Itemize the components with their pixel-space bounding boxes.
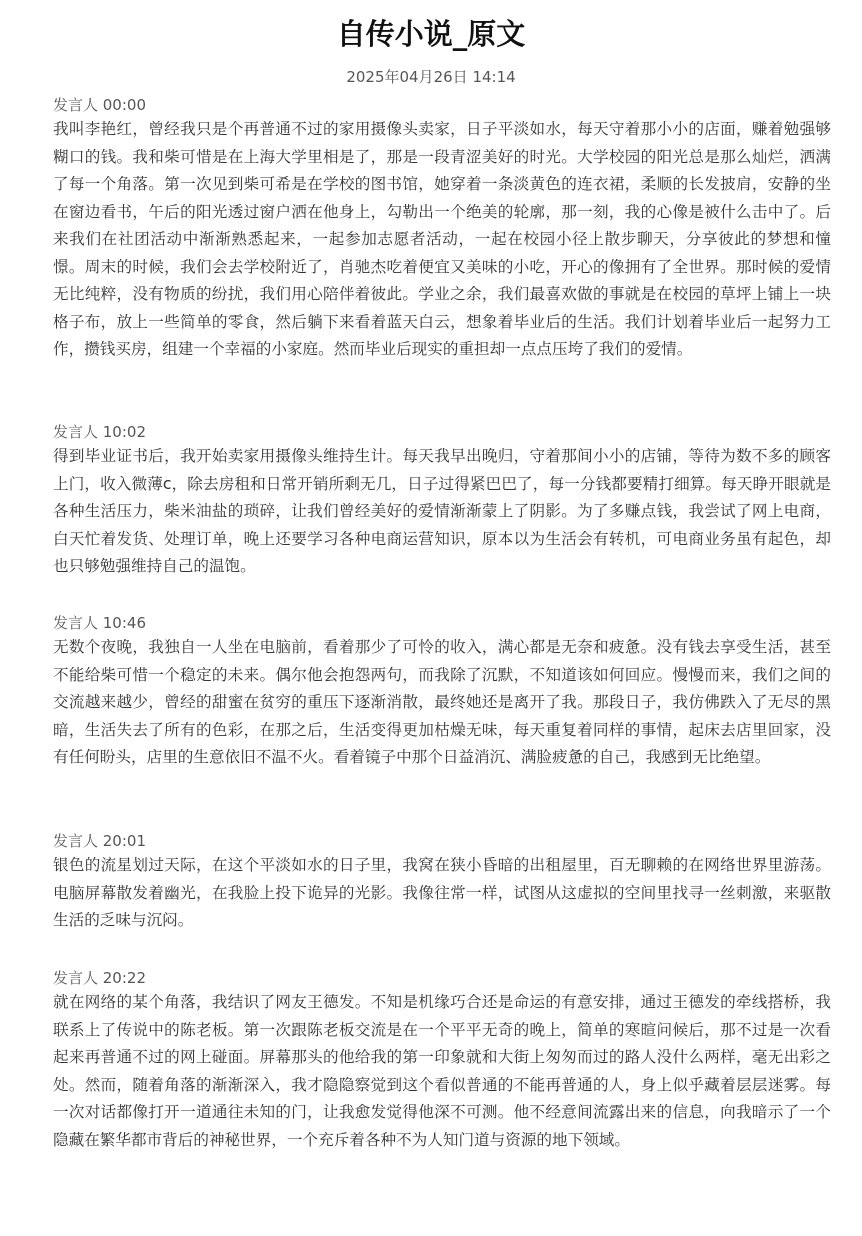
transcript-paragraph: 银色的流星划过天际，在这个平淡如水的日子里，我窝在狭小昏暗的出租屋里，百无聊赖的在网络世界里游荡。电脑屏幕散发着幽光，在我脸上投下诡异的光影。我像往常一样，试图从这虚拟的空间里找寻一丝刺激，来驱散生活的乏味与沉闷。 [53, 856, 831, 929]
speaker-timestamp: 发言人 20:22 [53, 969, 146, 987]
transcript-section [53, 421, 831, 581]
transcript-section [53, 967, 831, 1154]
transcript-paragraph: 就在网络的某个角落，我结识了网友王德发。不知是机缘巧合还是命运的有意安排，通过王德发的牵线搭桥，我联系上了传说中的陈老板。第一次跟陈老板交流是在一个平平无奇的晚上，简单的寒暄问候后，那不过是一次看起来再普通不过的网上碰面。屏幕那头的他给我的第一印象就和大街上匆匆而过的路人没什么两样，毫无出彩之处。然而，随着角落的渐渐深入，我才隐隐察觉到这个看似普通的不能再普通的人，身上似乎藏着层层迷雾。每一次对话都像打开一道通往未知的门，让我愈发觉得他深不可测。他不经意间流露出来的信息，向我暗示了一个隐藏在繁华都市背后的神秘世界，一个充斥着各种不为人知门道与资源的地下领域。 [53, 993, 831, 1149]
transcript-section [53, 94, 831, 364]
transcript-section [53, 830, 831, 935]
speaker-timestamp: 发言人 20:01 [53, 832, 146, 850]
document-date: 2025年04月26日 14:14 [346, 68, 516, 86]
speaker-timestamp: 发言人 00:00 [53, 96, 146, 114]
speaker-timestamp: 发言人 10:46 [53, 614, 146, 632]
transcript-section [53, 612, 831, 772]
speaker-timestamp: 发言人 10:02 [53, 423, 146, 441]
document-title: 自传小说_原文 [336, 17, 526, 51]
transcript-paragraph: 得到毕业证书后，我开始卖家用摄像头维持生计。每天我早出晚归，守着那间小小的店铺，等待为数不多的顾客上门，收入微薄c，除去房租和日常开销所剩无几，日子过得紧巴巴了，每一分钱都要精打细算。每天睁开眼就是各种生活压力，柴米油盐的琐碎，让我们曾经美好的爱情渐渐蒙上了阴影。为了多赚点钱，我尝试了网上电商，白天忙着发货、处理订单，晚上还要学习各种电商运营知识，原本以为生活会有转机，可电商业务虽有起色，却也只够勉强维持自己的温饱。 [53, 447, 831, 575]
transcript-paragraph: 我叫李艳红，曾经我只是个再普通不过的家用摄像头卖家，日子平淡如水，每天守着那小小的店面，赚着勉强够糊口的钱。我和柴可惜是在上海大学里相是了，那是一段青涩美好的时光。大学校园的阳光总是那么灿烂，洒满了每一个角落。第一次见到柴可希是在学校的图书馆，她穿着一条淡黄色的连衣裙，柔顺的长发披肩，安静的坐在窗边看书，午后的阳光透过窗户洒在他身上，勾勒出一个绝美的轮廓，那一刻，我的心像是被什么击中了。后来我们在社团活动中渐渐熟悉起来，一起参加志愿者活动，一起在校园小径上散步聊天，分享彼此的梦想和憧憬。周末的时候，我们会去学校附近了，肖驰杰吃着便宜又美味的小吃，开心的像拥有了全世界。那时候的爱情无比纯粹，没有物质的纷扰，我们用心陪伴着彼此。学业之余，我们最喜欢做的事就是在校园的草坪上铺上一块格子布，放上一些简单的零食，然后躺下来看着蓝天白云，想象着毕业后的生活。我们计划着毕业后一起努力工作，攒钱买房，组建一个幸福的小家庭。然而毕业后现实的重担却一点点压垮了我们的爱情。 [53, 120, 831, 358]
transcript-paragraph: 无数个夜晚，我独自一人坐在电脑前，看着那少了可怜的收入，满心都是无奈和疲惫。没有钱去享受生活，甚至不能给柴可惜一个稳定的未来。偶尔他会抱怨两句，而我除了沉默，不知道该如何回应。慢慢而来，我们之间的交流越来越少，曾经的甜蜜在贫穷的重压下逐渐消散，最终她还是离开了我。那段日子，我仿佛跌入了无尽的黑暗，生活失去了所有的色彩，在那之后，生活变得更加枯燥无味，每天重复着同样的事情，起床去店里回家，没有任何盼头，店里的生意依旧不温不火。看着镜子中那个日益消沉、满脸疲惫的自己，我感到无比绝望。 [53, 638, 831, 766]
